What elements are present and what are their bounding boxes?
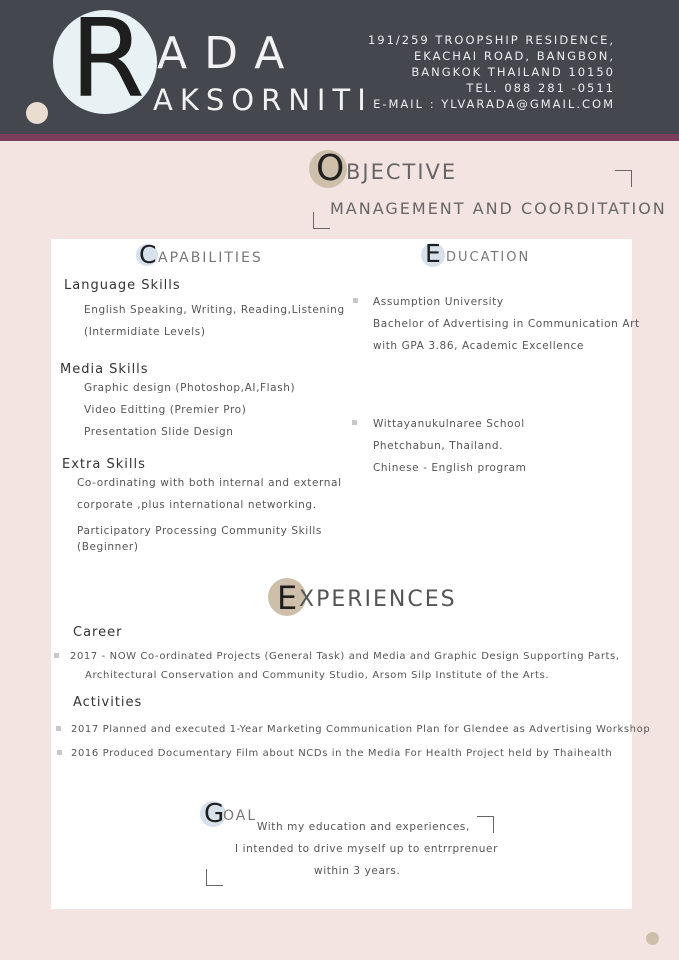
- extra-line: (Beginner): [77, 541, 139, 553]
- goal-initial: G: [204, 799, 225, 829]
- career-line: Architectural Conservation and Community Studio, Arsom Silp Institute of the Arts.: [85, 670, 550, 681]
- language-line: English Speaking, Writing, Reading,Listening: [84, 304, 345, 316]
- address-line-3: BANGKOK THAILAND 10150: [411, 65, 615, 79]
- education-line: Assumption University: [373, 296, 504, 308]
- bullet: [54, 653, 59, 658]
- bullet: [352, 420, 357, 425]
- corner-bracket: [313, 212, 330, 229]
- address-line-1: 191/259 TROOPSHIP RESIDENCE,: [367, 33, 615, 47]
- career-title: Career: [73, 625, 123, 640]
- objective-initial: O: [316, 148, 345, 189]
- activities-title: Activities: [73, 695, 143, 710]
- first-name: ADA: [157, 28, 302, 79]
- bullet: [353, 298, 358, 303]
- header-accent-stripe: [0, 134, 679, 141]
- extra-skills-title: Extra Skills: [62, 457, 146, 472]
- extra-line: Participatory Processing Community Skills: [77, 525, 322, 537]
- goal-line: within 3 years.: [314, 865, 401, 877]
- capabilities-initial: C: [139, 240, 157, 269]
- career-line: 2017 - NOW Co-ordinated Projects (General Task) and Media and Graphic Design Supporting Parts,: [70, 651, 620, 662]
- education-line: Chinese - English program: [373, 462, 527, 474]
- language-line: (Intermidiate Levels): [84, 326, 206, 338]
- extra-line: Co-ordinating with both internal and external: [77, 477, 342, 489]
- education-line: with GPA 3.86, Academic Excellence: [373, 340, 585, 352]
- corner-bracket: [477, 816, 494, 833]
- education-initial: E: [425, 239, 441, 268]
- media-line: Graphic design (Photoshop,AI,Flash): [84, 382, 296, 394]
- goal-line: I intended to drive myself up to entrrprenuer: [235, 843, 498, 855]
- last-name: AKSORNITI: [153, 83, 373, 117]
- decorative-dot: [26, 102, 48, 124]
- email: E-MAIL : YLVARADA@GMAIL.COM: [373, 97, 615, 111]
- media-line: Video Editting (Premier Pro): [84, 404, 247, 416]
- education-line: Wittayanukulnaree School: [373, 418, 525, 430]
- experiences-title: XPERIENCES: [299, 587, 457, 612]
- language-skills-title: Language Skills: [64, 278, 181, 293]
- objective-title: BJECTIVE: [346, 160, 458, 184]
- name-initial: R: [70, 0, 146, 122]
- address-line-2: EKACHAI ROAD, BANGBON,: [413, 49, 615, 63]
- contact-block: [368, 32, 615, 112]
- activity-line: 2017 Planned and executed 1-Year Marketing Communication Plan for Glendee as Advertising Workshop: [71, 724, 651, 735]
- activity-line: 2016 Produced Documentary Film about NCDs in the Media For Health Project held by Thaihealth: [71, 748, 613, 759]
- media-skills-title: Media Skills: [60, 362, 149, 377]
- decorative-dot: [646, 932, 659, 945]
- education-title: DUCATION: [446, 250, 531, 265]
- experiences-initial: E: [277, 579, 298, 617]
- goal-line: With my education and experiences,: [257, 821, 470, 833]
- bullet: [56, 726, 61, 731]
- education-line: Phetchabun, Thailand.: [373, 440, 504, 452]
- corner-bracket: [615, 170, 632, 187]
- extra-line: corporate ,plus international networking.: [77, 499, 317, 511]
- media-line: Presentation Slide Design: [84, 426, 234, 438]
- bullet: [57, 750, 62, 755]
- capabilities-title: APABILITIES: [158, 250, 263, 266]
- telephone: TEL. 088 281 -0511: [466, 81, 615, 95]
- education-line: Bachelor of Advertising in Communication Art: [373, 318, 640, 330]
- goal-title: OAL: [223, 808, 258, 824]
- objective-text: MANAGEMENT AND COORDITATION: [330, 199, 667, 218]
- corner-bracket: [206, 869, 223, 886]
